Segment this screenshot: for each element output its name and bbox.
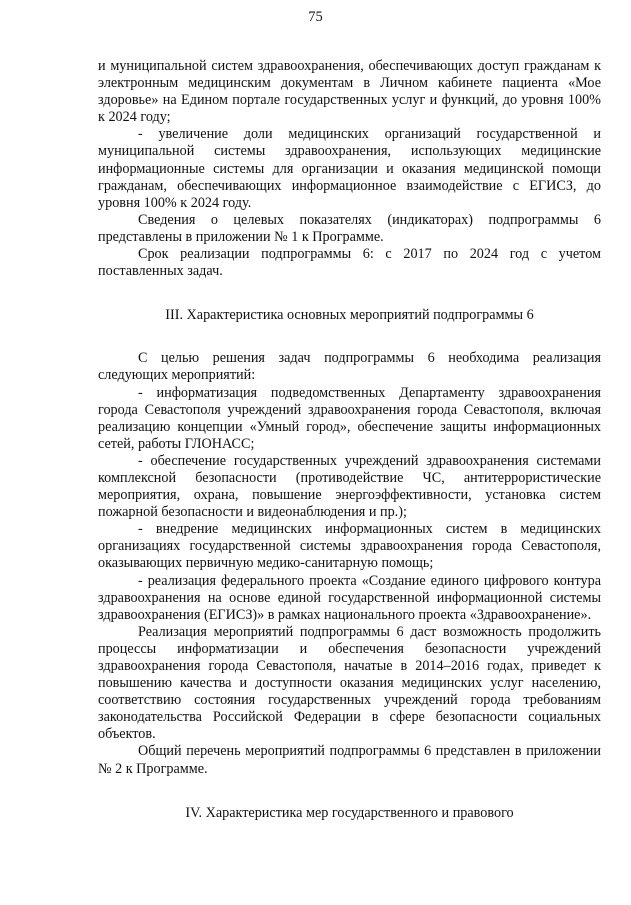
paragraph: - реализация федерального проекта «Создание единого цифрового контура здравоохранения на основе единой государственной информационной системы здравоохранения (ЕГИСЗ)» в рамках национального проекта «Здравоохранение».: [98, 572, 601, 623]
paragraph: - увеличение доли медицинских организаций государственной и муниципальной системы здравоохранения, использующих медицинские информационные системы для организации и оказания медицинской помощи гражданам, обеспечивающих информационное взаимодействие с ЕГИСЗ, до уровня 100% к 2024 году.: [98, 126, 601, 211]
paragraph: Реализация мероприятий подпрограммы 6 даст возможность продолжить процессы информатизации и обеспечения безопасности учреждений здравоохранения города Севастополя, начатые в 2014–2016 годах, приведет к повышению качества и доступности оказания медицинских услуг населению, соответствию состояния государственных учреждений города требованиям законодательства Российской Федерации в сфере безопасности социальных объектов.: [98, 623, 601, 743]
page-number: 75: [308, 9, 323, 25]
document-body: [98, 58, 601, 822]
paragraph: - информатизация подведомственных Департаменту здравоохранения города Севастополя учреждений здравоохранения города Севастополя, включая реализацию концепции «Умный город», обеспечение защиты информационных сетей, работы ГЛОНАСС;: [98, 384, 601, 452]
paragraph: и муниципальной систем здравоохранения, обеспечивающих доступ гражданам к электронным медицинским документам в Личном кабинете пациента «Мое здоровье» на Едином портале государственных услуг и функций, до уровня 100% к 2024 году;: [98, 58, 601, 126]
paragraph: - обеспечение государственных учреждений здравоохранения системами комплексной безопасности (противодействие ЧС, антитеррористические мероприятия, охрана, повышение энергоэффективности, установка систем пожарной безопасности и видеонаблюдения и пр.);: [98, 452, 601, 521]
paragraph: Общий перечень мероприятий подпрограммы 6 представлен в приложении № 2 к Программе.: [98, 743, 601, 777]
paragraph: - внедрение медицинских информационных систем в медицинских организациях государственной системы здравоохранения города Севастополя, оказывающих первичную медико-санитарную помощь;: [98, 521, 601, 572]
section-heading: III. Характеристика основных мероприятий подпрограммы 6: [165, 307, 534, 324]
paragraph: Срок реализации подпрограммы 6: с 2017 по 2024 год с учетом поставленных задач.: [98, 246, 601, 280]
section-heading: IV. Характеристика мер государственного и правового: [185, 804, 514, 821]
paragraph: Сведения о целевых показателях (индикаторах) подпрограммы 6 представлены в приложении № 1 к Программе.: [98, 211, 601, 245]
paragraph: С целью решения задач подпрограммы 6 необходима реализация следующих мероприятий:: [98, 350, 601, 384]
